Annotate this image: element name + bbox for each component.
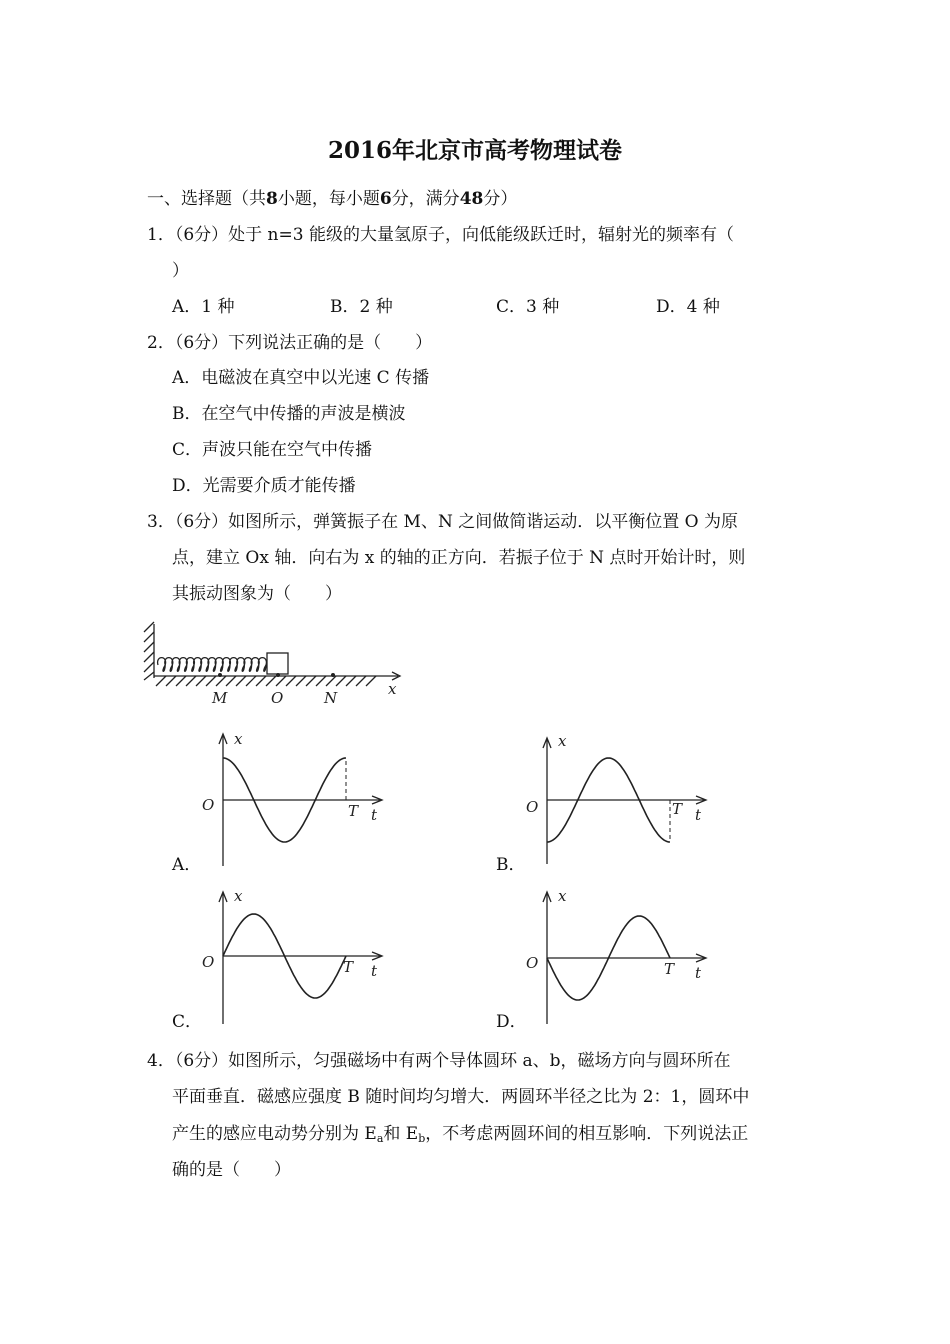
oscillator-block [267, 653, 288, 674]
axis-label-o: O [526, 798, 539, 816]
subscript-b: b [418, 1132, 426, 1145]
point-n [331, 673, 335, 677]
graph-axes [543, 892, 706, 1024]
axis-label-o: O [202, 953, 215, 971]
section-count: 8 [266, 189, 278, 209]
q4-line3-post: ，不考虑两圆环间的相互影响．下列说法正 [425, 1124, 749, 1144]
graph-axes [219, 892, 382, 1024]
section-prefix: 一、选择题（共 [147, 189, 266, 209]
spring-oscillator-figure [140, 618, 400, 708]
axis-label-t: t [371, 962, 378, 980]
graph-option-d [522, 886, 712, 1026]
floor-hatch [156, 676, 376, 686]
q2-stem: 2．（6分）下列说法正确的是（ ） [147, 333, 433, 353]
section-mid2: 分，满分 [391, 189, 460, 209]
axis-label-t: t [695, 806, 702, 824]
axis-label-x: x [234, 887, 243, 905]
spring-coil [158, 658, 267, 672]
point-o [276, 673, 280, 677]
graph-option-a [198, 728, 388, 868]
graph-option-b [522, 732, 712, 872]
q3-stem-line2: 点，建立 Ox 轴．向右为 x 的轴的正方向．若振子位于 N 点时开始计时，则 [172, 548, 746, 568]
q3-stem-line3: 其振动图象为（ ） [172, 584, 342, 604]
axis-label-period: T [343, 958, 354, 976]
section-per: 6 [379, 189, 392, 209]
axis-label-period: T [348, 802, 359, 820]
axis-label-o: O [202, 796, 215, 814]
wall-hatch [144, 622, 154, 680]
graph-option-c [198, 886, 388, 1026]
q1-option-b: B．2 种 [330, 297, 393, 317]
q4-stem-line1: 4．（6分）如图所示，匀强磁场中有两个导体圆环 a、b，磁场方向与圆环所在 [147, 1051, 731, 1071]
q1-option-a: A．1 种 [172, 297, 235, 317]
label-x: x [388, 680, 397, 698]
axis-label-period: T [664, 960, 675, 978]
q2-option-d: D．光需要介质才能传播 [172, 476, 356, 496]
section-header [147, 189, 517, 209]
q1-stem-line1: 1．（6分）处于 n=3 能级的大量氢原子，向低能级跃迁时，辐射光的频率有（ [147, 225, 734, 245]
section-suffix: 分） [483, 189, 518, 209]
q4-stem-line3 [172, 1124, 748, 1149]
point-m [218, 673, 222, 677]
subscript-a: a [376, 1132, 384, 1145]
axis-label-x: x [558, 887, 567, 905]
axis-label-period: T [672, 800, 683, 818]
q1-stem-line2: ） [172, 261, 189, 281]
graph-label-c: C． [172, 1012, 203, 1032]
label-o: O [271, 689, 284, 707]
graph-label-d: D． [496, 1012, 527, 1032]
axis-label-x: x [558, 732, 567, 750]
label-n: N [324, 689, 338, 707]
q4-stem-line4: 确的是（ ） [172, 1160, 291, 1180]
q1-option-c: C．3 种 [496, 297, 560, 317]
q4-stem-line2: 平面垂直．磁感应强度 B 随时间均匀增大．两圆环半径之比为 2：1，圆环中 [172, 1087, 750, 1107]
q2-option-b: B．在空气中传播的声波是横波 [172, 404, 406, 424]
graph-label-b: B． [496, 855, 526, 875]
axis-label-t: t [371, 806, 378, 824]
q4-line3-mid: 和 E [383, 1124, 419, 1144]
page-title: 2016年北京市高考物理试卷 [327, 137, 622, 164]
section-total: 48 [459, 189, 484, 209]
axis-label-x: x [234, 730, 243, 748]
q4-line3-pre: 产生的感应电动势分别为 E [172, 1124, 377, 1144]
q2-option-a: A．电磁波在真空中以光速 C 传播 [172, 368, 430, 388]
axis-label-o: O [526, 954, 539, 972]
section-mid1: 小题，每小题 [277, 189, 380, 209]
graph-axes [219, 734, 382, 866]
q2-option-c: C．声波只能在空气中传播 [172, 440, 373, 460]
q3-stem-line1: 3．（6分）如图所示，弹簧振子在 M、N 之间做简谐运动．以平衡位置 O 为原 [147, 512, 738, 532]
axis-label-t: t [695, 964, 702, 982]
graph-label-a: A． [172, 855, 202, 875]
q1-option-d: D．4 种 [656, 297, 720, 317]
label-m: M [212, 689, 228, 707]
